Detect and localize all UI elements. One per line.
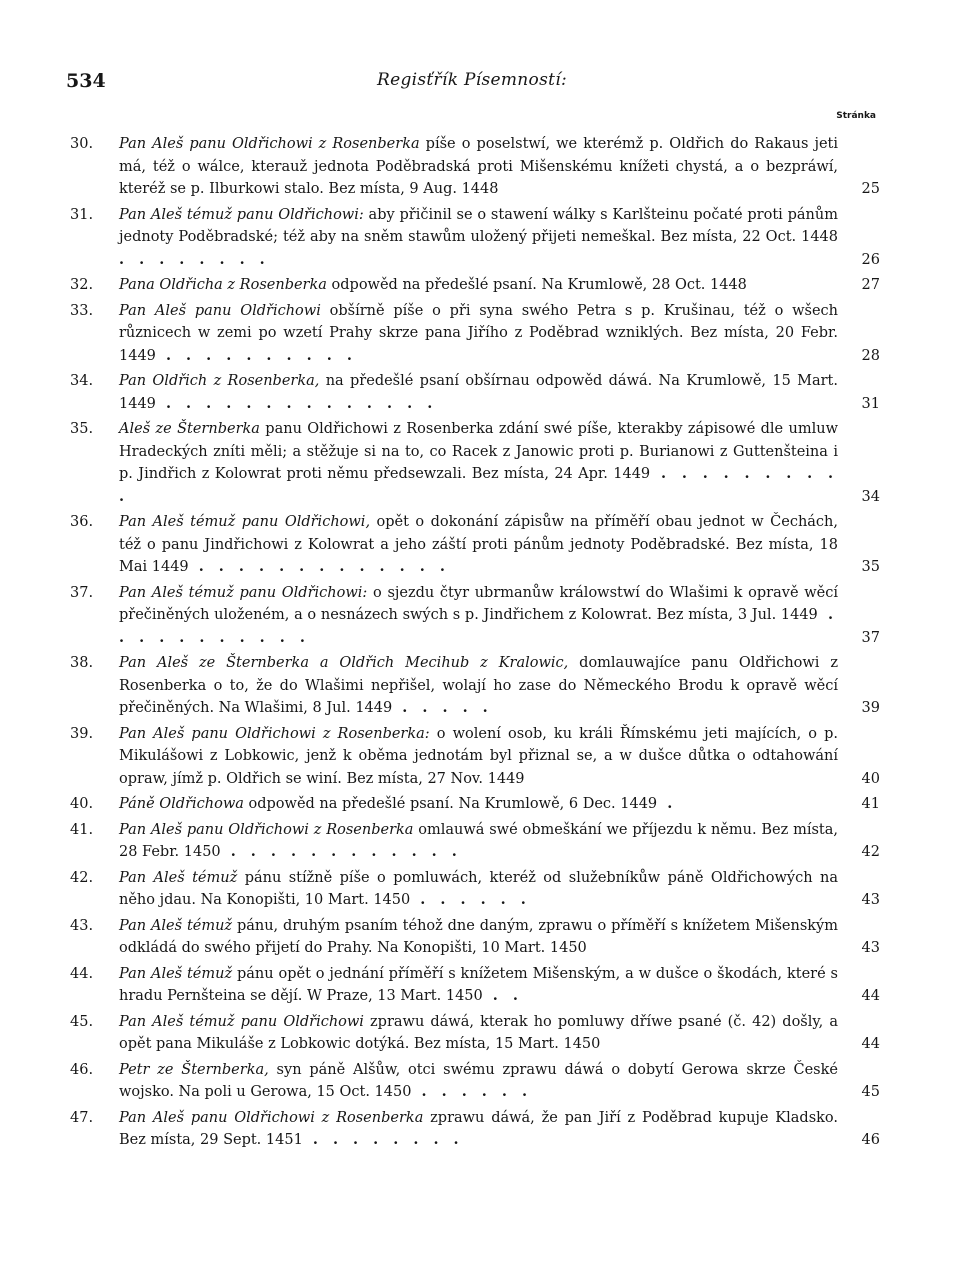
entry-summary: zprawu dáwá, že pan Jiří z Poděbrad kupuje Kladsko. Bez místa, 29 Sept. 1451 <box>119 1109 838 1148</box>
register-entry <box>70 300 880 368</box>
entry-number: 46. <box>70 1061 94 1078</box>
entry-page-reference: 46 <box>861 1132 880 1148</box>
entry-summary: panu Oldřichowi z Rosenberka zdání swé píše, kterakby zápisowé dle umluw Hradeckých zníti měli; a stěžuje si na to, co Racek z Janowic proti p. Burianowi z Guttenšteina i p. Jindřich z Kolowrat proti němu předsewzali. Bez místa, 24 Apr. 1449 <box>119 421 838 482</box>
entry-summary: domlauwajíce panu Oldřichowi z Rosenberka o to, že do Wlašimi nepřišel, wolají ho zase do Německého Brodu k opravě wěcí přečiněných. Na Wlašimi, 8 Jul. 1449 <box>119 655 838 716</box>
entry-page-reference: 44 <box>861 1036 880 1052</box>
page-column-label: Stránka <box>836 111 876 121</box>
entry-correspondent: Pan Aleš témuž panu Oldřichowi: <box>119 584 368 601</box>
entry-correspondent: Pan Aleš témuž <box>119 869 238 886</box>
entry-text <box>119 867 838 912</box>
entry-number: 41. <box>70 821 94 838</box>
entry-text <box>119 652 838 720</box>
entry-number: 47. <box>70 1109 94 1126</box>
entry-number: 37. <box>70 584 94 601</box>
entry-number: 30. <box>70 136 94 152</box>
register-entries <box>70 133 880 1155</box>
entry-correspondent: Pan Aleš témuž panu Oldřichowi, <box>119 514 371 530</box>
entry-page-reference: 34 <box>861 488 880 505</box>
running-title: Regisťřík Písemností: <box>377 70 567 90</box>
entry-text <box>119 819 838 864</box>
entry-correspondent: Pan Aleš panu Oldřichowi z Rosenberka <box>119 821 414 838</box>
entry-number: 31. <box>70 206 94 223</box>
entry-text <box>119 723 838 791</box>
entry-text <box>119 511 838 579</box>
entry-text <box>119 1059 838 1104</box>
entry-leader-dots: . . <box>482 987 523 1004</box>
entry-correspondent: Pan Aleš ze Šternberka a Oldřich Mecihub z Kralowic, <box>119 655 569 671</box>
register-entry <box>70 511 880 579</box>
register-entry <box>70 723 880 791</box>
register-entry <box>70 963 880 1008</box>
entry-number: 42. <box>70 869 94 886</box>
register-entry <box>70 652 880 720</box>
entry-summary: obšírně píše o při syna swého Petra s p. Krušinau, též o wšech různicech w zemi po wzetí Prahy skrze pana Jiřího z Poděbrad wzniklých. Bez místa, 20 Febr. 1449 <box>119 302 838 364</box>
entry-number: 44. <box>70 965 94 982</box>
page-header <box>66 70 878 100</box>
entry-number: 38. <box>70 655 94 671</box>
entry-text <box>119 793 838 816</box>
entry-page-reference: 41 <box>861 796 880 812</box>
entry-page-reference: 43 <box>861 940 880 956</box>
entry-leader-dots: . <box>657 795 678 812</box>
entry-leader-dots: . . . . . . <box>411 1083 533 1100</box>
register-entry <box>70 793 880 816</box>
entry-text <box>119 1107 838 1152</box>
entry-text <box>119 300 838 368</box>
entry-correspondent: Pan Aleš témuž panu Oldřichowi: <box>119 206 364 223</box>
entry-text <box>119 370 838 415</box>
entry-leader-dots: . . . . . . . . . . <box>155 346 357 364</box>
entry-leader-dots: . . . . . . . . . . . <box>119 606 838 646</box>
entry-leader-dots: . . . . . <box>392 699 493 716</box>
entry-page-reference: 39 <box>861 700 880 716</box>
entry-summary: omlauwá swé obmeškání we příjezdu k němu. Bez místa, 28 Febr. 1450 <box>119 821 838 860</box>
entry-text <box>119 133 838 201</box>
entry-summary: pánu, druhým psaním téhož dne daným, zprawu o příměří s knížetem Mišenským odkládá do swého přijetí do Prahy. Na Konopišti, 10 Mart. 1450 <box>119 917 838 956</box>
entry-leader-dots: . . . . . . <box>410 891 531 908</box>
register-entry <box>70 1059 880 1104</box>
entry-number: 34. <box>70 373 94 389</box>
entry-summary: pánu opět o jednání příměří s knížetem Mišenským, a w dušce o škodách, které s hradu Pernšteina se dějí. W Praze, 13 Mart. 1450 <box>119 965 838 1004</box>
entry-number: 43. <box>70 917 94 934</box>
entry-summary: na předešlé psaní obšírnau odpowěd dáwá. Na Krumlowě, 15 Mart. 1449 <box>119 373 838 412</box>
entry-summary: o wolení osob, ku králi Římskému jeti majících, o p. Mikulášowi z Lobkowic, jenž k oběma jednotám byl přiznal se, a w dušce důtka o odtahowání opraw, jímž p. Oldřich se winí. Bez místa, 27 Nov. 1449 <box>119 725 838 787</box>
register-entry <box>70 370 880 415</box>
entry-leader-dots: . . . . . . . . . . <box>119 465 838 505</box>
register-entry <box>70 133 880 201</box>
entry-number: 45. <box>70 1013 94 1030</box>
entry-leader-dots: . . . . . . . . <box>302 1131 464 1148</box>
register-entry <box>70 1107 880 1152</box>
entry-text <box>119 963 838 1008</box>
entry-page-reference: 45 <box>861 1084 880 1100</box>
entry-leader-dots: . . . . . . . . . . . . . . <box>155 394 438 412</box>
entry-text <box>119 915 838 960</box>
register-entry <box>70 582 880 650</box>
entry-correspondent: Aleš ze Šternberka <box>119 421 260 437</box>
entry-summary: o sjezdu čtyr ubrmanůw králowstwí do Wlašimi k opravě wěcí přečiněných uloženém, a o nesnázech swých s p. Jindřichem z Kolowrat. Bez místa, 3 Jul. 1449 <box>119 584 838 623</box>
register-entry <box>70 204 880 272</box>
entry-page-reference: 43 <box>861 892 880 908</box>
register-entry <box>70 819 880 864</box>
entry-page-reference: 42 <box>861 844 880 860</box>
register-entry <box>70 418 880 508</box>
entry-page-reference: 27 <box>861 277 880 293</box>
entry-summary: píše o poselstwí, we kterémž p. Oldřich do Rakaus jeti má, též o wálce, kterauž jednota Poděbradská proti Mišenskému knížeti chystá, a o bezpráwí, kteréž se p. Ilburkowi stalo. Bez místa, 9 Aug. 1448 <box>119 136 838 197</box>
page-number: 534 <box>66 70 106 92</box>
entry-text <box>119 418 838 508</box>
entry-summary: pánu stížně píše o pomluwách, kteréž od služebníkůw páně Oldřichowých na něho jdau. Na Konopišti, 10 Mart. 1450 <box>119 869 838 908</box>
entry-text <box>119 582 838 650</box>
entry-page-reference: 44 <box>861 988 880 1004</box>
register-entry <box>70 867 880 912</box>
register-entry <box>70 915 880 960</box>
entry-correspondent: Pan Aleš témuž <box>119 965 233 982</box>
entry-page-reference: 40 <box>861 770 880 787</box>
register-entry <box>70 274 880 297</box>
entry-correspondent: Petr ze Šternberka, <box>119 1061 269 1078</box>
entry-text <box>119 1011 838 1056</box>
entry-leader-dots: . . . . . . . . . . . . . <box>188 558 450 575</box>
entry-correspondent: Pan Aleš panu Oldřichowi <box>119 302 321 319</box>
entry-number: 40. <box>70 796 94 812</box>
entry-page-reference: 26 <box>861 251 880 268</box>
entry-correspondent: Pan Aleš panu Oldřichowi z Rosenberka <box>119 1109 424 1126</box>
entry-number: 32. <box>70 277 94 293</box>
entry-page-reference: 35 <box>861 559 880 575</box>
entry-text <box>119 204 838 272</box>
register-entry <box>70 1011 880 1056</box>
entry-number: 33. <box>70 302 94 319</box>
entry-summary: opět o dokonání zápisůw na příměří obau jednot w Čechách, též o panu Jindřichowi z Kolowrat a jeho záští proti pánům jednoty Poděbradské. Bez místa, 18 Mai 1449 <box>119 514 838 575</box>
entry-leader-dots: . . . . . . . . . . . . <box>220 843 462 860</box>
entry-summary: aby přičinil se o stawení wálky s Karlšteinu počaté proti pánům jednoty Poděbradské; též aby na sněm stawům uložený přijeti nemeškal. Bez místa, 22 Oct. 1448 <box>119 206 838 245</box>
entry-summary: zprawu dáwá, kterak ho pomluwy dříwe psané (č. 42) došly, a opět pana Mikuláše z Lobkowic dotýká. Bez místa, 15 Mart. 1450 <box>119 1013 838 1052</box>
entry-text <box>119 274 838 297</box>
entry-number: 35. <box>70 421 94 437</box>
entry-summary: syn páně Alšůw, otci swému zprawu dáwá o dobytí Gerowa skrze České wojsko. Na poli u Gerowa, 15 Oct. 1450 <box>119 1061 838 1100</box>
entry-page-reference: 31 <box>861 395 880 412</box>
entry-summary: odpowěd na předešlé psaní. Na Krumlowě, 6 Dec. 1449 <box>243 796 658 812</box>
entry-correspondent: Páně Oldřichowa <box>119 796 244 812</box>
entry-correspondent: Pan Aleš témuž <box>119 917 233 934</box>
entry-number: 36. <box>70 514 94 530</box>
entry-correspondent: Pan Aleš panu Oldřichowi z Rosenberka: <box>119 725 430 742</box>
entry-summary: odpowěd na předešlé psaní. Na Krumlowě, 28 Oct. 1448 <box>326 277 747 293</box>
entry-correspondent: Pana Oldřicha z Rosenberka <box>119 277 327 293</box>
entry-page-reference: 25 <box>861 181 880 197</box>
entry-leader-dots: . . . . . . . . <box>119 250 270 268</box>
entry-correspondent: Pan Aleš témuž panu Oldřichowi <box>119 1013 364 1030</box>
entry-page-reference: 28 <box>861 347 880 364</box>
entry-page-reference: 37 <box>861 629 880 646</box>
entry-correspondent: Pan Aleš panu Oldřichowi z Rosenberka <box>119 136 420 152</box>
entry-number: 39. <box>70 725 94 742</box>
entry-correspondent: Pan Oldřich z Rosenberka, <box>119 373 320 389</box>
